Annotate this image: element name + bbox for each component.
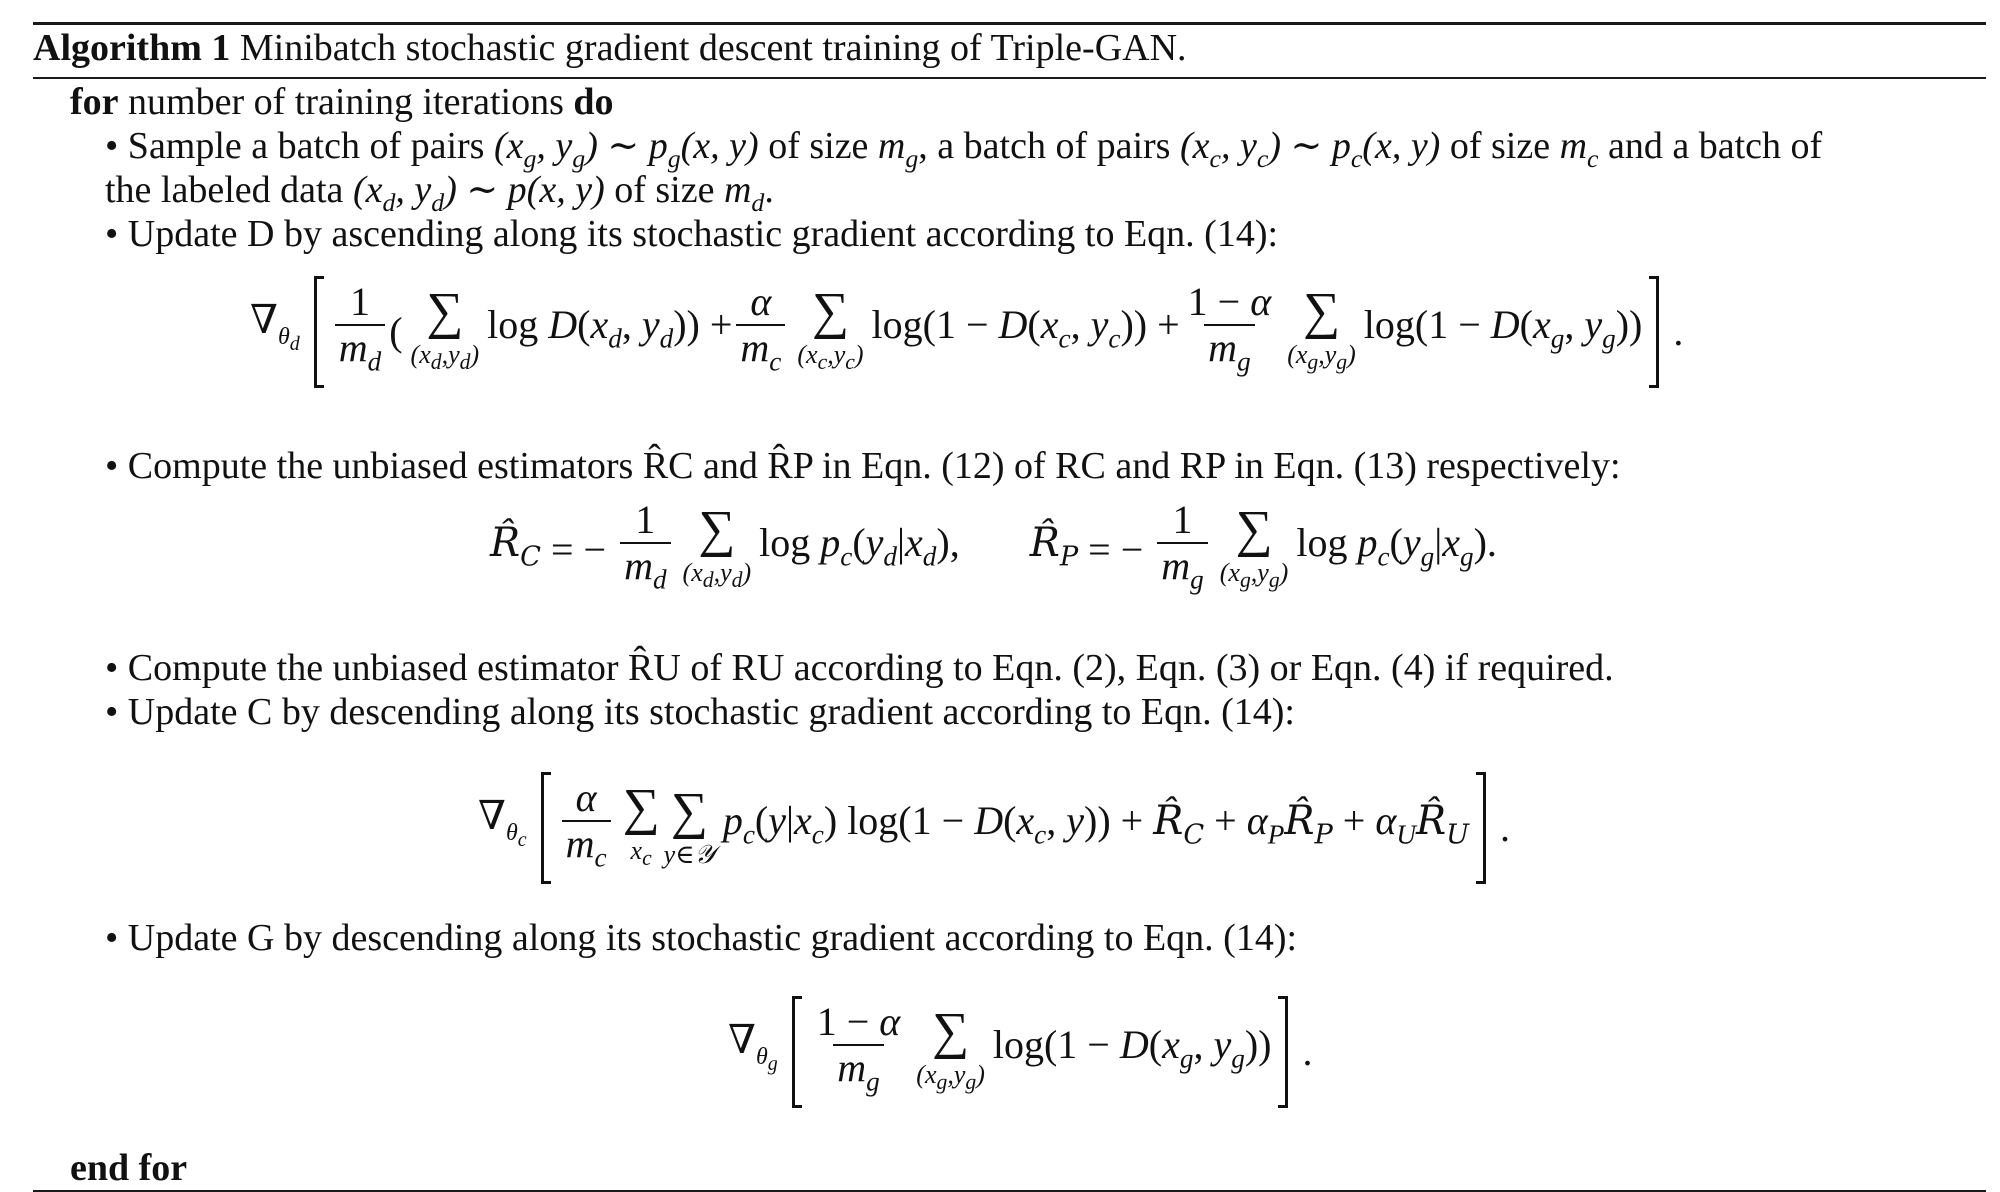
header-rule <box>33 77 1986 79</box>
step-update-d: • Update D by ascending along its stochastic gradient according to Eqn. (14): <box>105 213 1279 255</box>
sample-text-e: and a batch of <box>1608 125 1823 167</box>
sample-text-d: of size <box>1449 125 1551 167</box>
bracket-c: $\frac{\alpha}{m_c}$ ∑ $x_c$ ∑ y∈𝒴 $p_c(y|x_c) \log(1 - D(x_c$, $y)) + R̂_C$ + $\alpha_PR̂_P$ + $\alpha_UR̂_U$ <box>541 772 1486 884</box>
frac-alpha-mc-c: $\frac{\alpha}{m_c}$ <box>562 778 611 878</box>
equation-d-gradient: $\nabla_{\theta_d}$ $\frac{1}{m_d}$ ( ∑ $(x_d,y_d)$ $\log D(x_d$, $y_d$)) + $\frac{\alpha}{m_c}$ ∑ $(x_c,y_c)$ $\log(1 - D(x_c$, $y_c$)) + $\frac{1 - \alpha}{m_g}$ ∑ $(x_g,y_g)$ $\log(1 - D(x_g$, $y_g$)) . <box>250 276 1683 388</box>
algorithm-title: Minibatch stochastic gradient descent training of Triple-GAN. <box>239 27 1187 69</box>
step-update-g: • Update G by descending along its stochastic gradient according to Eqn. (14): <box>105 917 1298 959</box>
step-update-c: • Update C by descending along its stochastic gradient according to Eqn. (14): <box>105 691 1295 733</box>
frac-alpha-mc: $\frac{\alpha}{m_c}$ <box>736 282 785 382</box>
equation-c-gradient: $\nabla_{\theta_c}$ $\frac{\alpha}{m_c}$ ∑ $x_c$ ∑ y∈𝒴 $p_c(y|x_c) \log(1 - D(x_c$, $y)) + R̂_C$ + $\alpha_PR̂_P$ + $\alpha_UR̂_U$ . <box>478 772 1510 884</box>
frac-1-md: $\frac{1}{m_d}$ <box>335 282 385 382</box>
math-pairs-d: ($x_d$, $y_d$) ∼ p(x, y) <box>352 169 605 218</box>
bracket-g: $\frac{1 - \alpha}{m_g}$ ∑ $(x_g,y_g)$ $\log(1 - D(x_g$, $y_g$)) <box>792 996 1289 1108</box>
sample-text-b: of size <box>768 125 869 167</box>
bracket-d: $\frac{1}{m_d}$ ( ∑ $(x_d,y_d)$ $\log D(x_d$, $y_d$)) + $\frac{\alpha}{m_c}$ ∑ $(x_c,y_c)$ $\log(1 - D(x_c$, $y_c$)) + $\frac{1 - \alpha}{m_g}$ ∑ $(x_g,y_g)$ $\log(1 - D(x_g$, $y_g$)) <box>314 276 1660 388</box>
nabla-theta-c: $\nabla_{\theta_c}$ <box>478 792 527 851</box>
loop-condition: number of training iterations <box>128 81 564 123</box>
algorithm-header <box>33 26 1187 70</box>
step-compute-rc-rp: • Compute the unbiased estimators R̂C and R̂P in Eqn. (12) of RC and RP in Eqn. (13) respectively: <box>105 445 1621 487</box>
frac-1-mg-rp: $\frac{1}{m_g}$ <box>1157 500 1207 600</box>
math-mc: $m_c$ <box>1559 125 1599 174</box>
math-pairs-g: ($x_g$, $y_g$) ∼ $p_g(x$, y) <box>493 125 759 174</box>
math-md: $m_d$ <box>723 169 765 218</box>
rp-hat: $R̂_P$ <box>1029 519 1079 573</box>
rc-hat: $R̂_C$ <box>490 519 541 573</box>
nabla-theta-d: $\nabla_{\theta_d}$ <box>250 296 300 355</box>
for-keyword: for <box>70 81 119 123</box>
equation-rc-rp: $R̂_C$ = − $\frac{1}{m_d}$ ∑ $(x_d,y_d)$ $\log p_c(y_d|x_d)$, $R̂_P$ = − $\frac{1}{m_g}$ ∑ $(x_g,y_g)$ $\log p_c(y_g|x_g)$. <box>490 500 1497 600</box>
algorithm-label: Algorithm 1 <box>33 27 231 69</box>
sample-text-c: , a batch of pairs <box>918 125 1171 167</box>
frac-1-alpha-mg: $\frac{1 - \alpha}{m_g}$ <box>1184 282 1276 382</box>
frac-1-md-rc: $\frac{1}{m_d}$ <box>620 500 670 600</box>
sample-text-g: of size <box>614 169 715 211</box>
sum-xg-yg-g: ∑ $(x_g,y_g)$ <box>916 1003 985 1095</box>
sum-y-in-Y: ∑ y∈𝒴 <box>663 782 715 869</box>
sample-text-f: the labeled data <box>105 169 344 211</box>
sum-rp: ∑ $(x_g,y_g)$ <box>1219 501 1289 593</box>
sum-xc-yc: ∑ $(x_c,y_c)$ <box>797 283 864 375</box>
sum-xg-yg: ∑ $(x_g,y_g)$ <box>1287 283 1356 375</box>
step-sample-line2: the labeled data ($x_d$, $y_d$) ∼ p(x, y) of size $m_d$. <box>105 169 774 218</box>
step-compute-ru: • Compute the unbiased estimator R̂U of RU according to Eqn. (2), Eqn. (3) or Eqn. (4) if required. <box>105 647 1614 689</box>
end-for: end for <box>70 1147 188 1189</box>
top-rule <box>33 22 1986 25</box>
sum-rc: ∑ $(x_d,y_d)$ <box>682 501 752 593</box>
loop-header <box>70 80 614 124</box>
sum-xd-yd: ∑ $(x_d,y_d)$ <box>410 283 480 375</box>
sum-xc: ∑ $x_c$ <box>622 779 660 871</box>
frac-1-alpha-mg-g: $\frac{1 - \alpha}{m_g}$ <box>813 1002 905 1102</box>
math-pairs-c: ($x_c$, $y_c$) ∼ $p_c(x$, y) <box>1179 125 1441 174</box>
math-mg: $m_g$ <box>877 125 919 174</box>
do-keyword: do <box>573 81 614 123</box>
nabla-theta-g: $\nabla_{\theta_g}$ <box>728 1016 778 1075</box>
equation-g-gradient: $\nabla_{\theta_g}$ $\frac{1 - \alpha}{m_g}$ ∑ $(x_g,y_g)$ $\log(1 - D(x_g$, $y_g$)) . <box>728 996 1312 1108</box>
sample-text-a: • Sample a batch of pairs <box>105 125 485 167</box>
